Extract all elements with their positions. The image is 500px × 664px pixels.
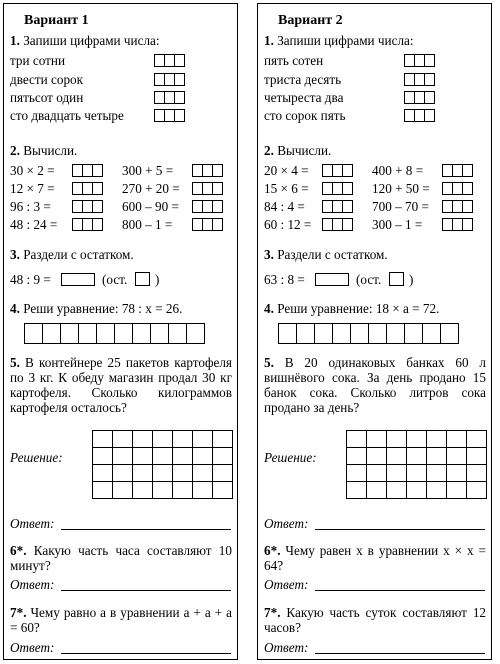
expression: 120 + 50 = (372, 181, 430, 196)
number-word-4: сто двадцать четыре (10, 108, 124, 123)
number-word-3: четыреста два (264, 90, 344, 105)
answer-label: Ответ: (264, 516, 309, 531)
digit-boxes[interactable] (154, 91, 185, 104)
answer-label: Ответ: (10, 577, 55, 592)
answer-line[interactable] (315, 590, 485, 591)
number-word-1: пять сотен (264, 53, 324, 68)
expression: 12 × 7 = (10, 181, 55, 196)
expression: 30 × 2 = (10, 163, 55, 178)
expression: 84 : 4 = (264, 199, 305, 214)
task-1-heading: 1. Запиши цифрами числа: (10, 33, 160, 48)
digit-boxes[interactable] (154, 73, 185, 86)
digit-boxes[interactable] (404, 54, 435, 67)
answer-boxes[interactable] (192, 200, 223, 213)
answer-boxes[interactable] (322, 218, 353, 231)
answer-boxes[interactable] (72, 200, 103, 213)
expression: 48 : 24 = (10, 217, 58, 232)
number-word-2: двести сорок (10, 72, 84, 87)
remainder-close: ) (155, 272, 160, 287)
expression: 400 + 8 = (372, 163, 424, 178)
task-6-text: 6*. Какую часть часа составляют 10 минут? (10, 543, 232, 573)
answer-line[interactable] (61, 653, 231, 654)
task-4-heading: 4. Реши уравнение: 18 × a = 72. (264, 301, 440, 316)
answer-boxes[interactable] (72, 164, 103, 177)
task-4-heading: 4. Реши уравнение: 78 : x = 26. (10, 301, 183, 316)
number-word-3: пятьсот один (10, 90, 84, 105)
task-2-heading: 2. Вычисли. (264, 143, 332, 158)
variant-2-card (257, 3, 492, 660)
answer-boxes[interactable] (442, 218, 473, 231)
expression: 600 – 90 = (122, 199, 179, 214)
answer-boxes[interactable] (322, 200, 353, 213)
digit-boxes[interactable] (404, 91, 435, 104)
answer-label: Ответ: (264, 640, 309, 655)
task-3-heading: 3. Раздели с остатком. (264, 247, 388, 262)
expression: 60 : 12 = (264, 217, 312, 232)
digit-boxes[interactable] (154, 54, 185, 67)
remainder-close: ) (409, 272, 414, 287)
digit-boxes[interactable] (404, 109, 435, 122)
answer-label: Ответ: (10, 640, 55, 655)
answer-line[interactable] (61, 529, 231, 530)
task-6-text: 6*. Чему равен x в уравнении x × x = 64? (264, 543, 486, 573)
quotient-box[interactable] (61, 273, 95, 286)
answer-boxes[interactable] (192, 164, 223, 177)
answer-label: Ответ: (264, 577, 309, 592)
answer-label: Ответ: (10, 516, 55, 531)
task-3-heading: 3. Раздели с остатком. (10, 247, 134, 262)
expression: 300 + 5 = (122, 163, 174, 178)
variant-title: Вариант 1 (24, 13, 89, 28)
expression: 96 : 3 = (10, 199, 51, 214)
expression: 20 × 4 = (264, 163, 309, 178)
answer-line[interactable] (315, 529, 485, 530)
remainder-label: (ост. (356, 272, 382, 287)
equation-grid[interactable] (24, 323, 205, 344)
number-word-1: три сотни (10, 53, 66, 68)
division-expression: 63 : 8 = (264, 272, 305, 287)
answer-boxes[interactable] (442, 164, 473, 177)
remainder-box[interactable] (389, 272, 404, 286)
task-5-text: 5. В 20 одинаковых банках 60 л вишнёвого сока. За день продано 15 банок сока. Сколько литров сока продано за день? (264, 355, 487, 415)
answer-boxes[interactable] (322, 164, 353, 177)
expression: 270 + 20 = (122, 181, 180, 196)
digit-boxes[interactable] (404, 73, 435, 86)
answer-boxes[interactable] (192, 218, 223, 231)
answer-boxes[interactable] (192, 182, 223, 195)
number-word-4: сто сорок пять (264, 108, 346, 123)
solution-grid[interactable] (346, 430, 487, 499)
answer-boxes[interactable] (442, 200, 473, 213)
equation-grid[interactable] (278, 323, 459, 344)
expression: 15 × 6 = (264, 181, 309, 196)
expression: 300 – 1 = (372, 217, 423, 232)
expression: 700 – 70 = (372, 199, 429, 214)
task-7-text: 7*. Какую часть суток составляют 12 часов? (264, 605, 487, 635)
answer-boxes[interactable] (72, 218, 103, 231)
division-expression: 48 : 9 = (10, 272, 51, 287)
solution-grid[interactable] (92, 430, 233, 499)
remainder-box[interactable] (135, 272, 150, 286)
answer-boxes[interactable] (72, 182, 103, 195)
answer-line[interactable] (315, 653, 485, 654)
task-2-heading: 2. Вычисли. (10, 143, 78, 158)
solution-label: Решение: (264, 450, 317, 465)
digit-boxes[interactable] (154, 109, 185, 122)
expression: 800 – 1 = (122, 217, 173, 232)
answer-boxes[interactable] (442, 182, 473, 195)
task-7-text: 7*. Чему равно a в уравнении a + a + a = 60? (10, 605, 232, 635)
answer-boxes[interactable] (322, 182, 353, 195)
remainder-label: (ост. (102, 272, 128, 287)
task-1-heading: 1. Запиши цифрами числа: (264, 33, 414, 48)
number-word-2: триста десять (264, 72, 342, 87)
variant-title: Вариант 2 (278, 13, 343, 28)
task-5-text: 5. В контейнере 25 пакетов картофеля по 3 кг. К обеду магазин продал 30 кг картофеля. Сколько килограммов картофеля осталось? (10, 355, 232, 415)
variant-1-card (3, 3, 238, 660)
solution-label: Решение: (10, 450, 63, 465)
answer-line[interactable] (61, 590, 231, 591)
quotient-box[interactable] (315, 273, 349, 286)
